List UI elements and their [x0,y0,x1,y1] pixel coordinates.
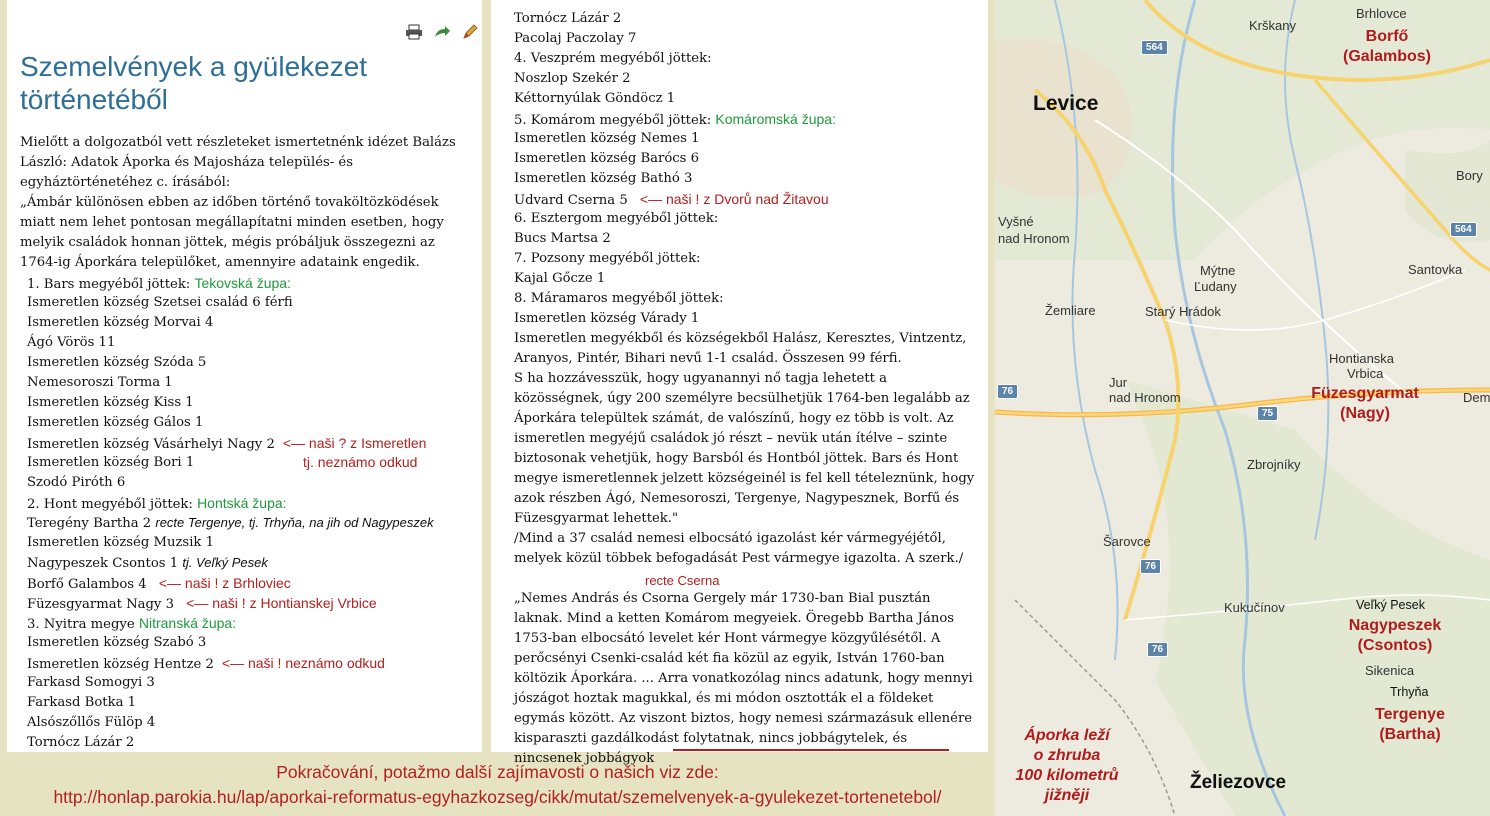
town-jur-nad-hronom: nad Hronom [1109,390,1181,405]
left-list [27,273,434,753]
town-zbrojniky: Zbrojníky [1247,457,1301,472]
list-line [514,149,836,169]
line-text: Ismeretlen község Szetsei család 6 férfi [27,295,293,310]
line-text: Borfő Galambos 4 [27,577,151,592]
road-shield-76-c: 76 [1147,642,1168,657]
line-text: 1. Bars megyéből jöttek: [27,277,195,292]
line-text: Ismeretlen község Szabó 3 [27,635,207,650]
list-line [27,353,434,373]
list-line [27,273,434,293]
list-line [27,493,434,513]
county-slovak-name: Hontská župa: [197,495,287,511]
town-levice: Levice [1033,92,1099,115]
label-borfo-name: Borfő [1365,28,1409,45]
note-neznamo: tj. neznámo odkud [303,454,418,470]
line-text: Kéttornyúlak Göndöcz 1 [514,91,676,106]
line-text: Farkasd Botka 1 [27,695,137,710]
note-aporka-line3: 100 kilometrů [1015,767,1119,784]
red-annotation: <— naši ! z Dvorů nad Žitavou [639,191,829,207]
list-line [27,693,434,713]
line-text: 2. Hont megyéből jöttek: [27,497,198,512]
note-aporka [997,726,1137,806]
list-line [27,713,434,733]
list-line [27,553,434,573]
list-line [27,313,434,333]
label-nagypeszek-name: Nagypeszek [1348,617,1442,634]
county-slovak-name: Komáromská župa: [715,111,836,127]
line-text: Nemesoroszi Torma 1 [27,375,173,390]
label-fuzesgyarmat [1295,384,1435,424]
list-line [27,733,434,753]
red-annotation: <— naši ! z Brhloviec [158,575,291,591]
note-recte-cserna: recte Cserna [645,573,720,588]
list-line [514,229,836,249]
list-line [514,29,836,49]
line-text: Ágó Vörös 11 [27,335,116,350]
right-list [514,9,836,329]
line-text: Noszlop Szekér 2 [514,71,631,86]
list-line [514,109,836,129]
inline-comment: tj. Veľký Pesek [182,555,268,570]
intro-quote: „Ámbár különösen ebben az időben történő tovaköltözködések miatt nem lehet pontosan megállapítatni minden esetben, hogy melyik családok honnan jöttek, mégis próbáljuk összegezni az 1764-ig Áporkára települőket, amennyire adataink engedik. [20,195,444,270]
line-text: Ismeretlen község Barócs 6 [514,151,700,166]
map-panel [995,0,1490,816]
list-line [514,289,836,309]
list-line [27,613,434,633]
town-brhlovce: Brhlovce [1356,6,1407,21]
line-text: Teregény Bartha 2 [27,516,156,531]
town-zeliezovce: Želiezovce [1190,772,1287,793]
footer-link[interactable]: http://honlap.parokia.hu/lap/aporkai-reformatus-egyhazkozseg/cikk/mutat/szemelvenyek-a-gyulekezet-tortenetebol/ [53,787,942,807]
list-line [27,673,434,693]
red-annotation: <— naši ! z Hontianskej Vrbice [186,595,377,611]
town-kukucinov: Kukučínov [1224,600,1285,615]
line-text: 3. Nyitra megye [27,617,139,632]
print-icon[interactable] [405,24,423,40]
footer-line: Pokračování, potažmo další zajímavosti o našich viz zde: [276,762,719,782]
line-text: Ismeretlen község Morvai 4 [27,315,214,330]
note-aporka-line4: jižněji [1044,787,1090,804]
line-text: 8. Máramaros megyéből jöttek: [514,291,724,306]
line-text: 5. Komárom megyéből jöttek: [514,113,716,128]
list-line [27,393,434,413]
line-text: Szodó Piróth 6 [27,475,126,490]
list-line [514,309,836,329]
town-bory: Bory [1456,168,1483,183]
road-shield-75: 75 [1257,406,1278,421]
line-text: Füzesgyarmat Nagy 3 [27,597,179,612]
list-line [27,513,434,533]
line-text: Nagypeszek Csontos 1 [27,556,183,571]
line-text: Bucs Martsa 2 [514,231,611,246]
road-shield-564: 564 [1141,40,1168,55]
town-stary-hradok: Starý Hrádok [1145,304,1221,319]
list-line [514,169,836,189]
line-text: Ismeretlen község Vásárhelyi Nagy 2 [27,437,275,452]
line-text: Ismeretlen község Szóda 5 [27,355,207,370]
list-line [27,293,434,313]
note-aporka-line1: Áporka leží [1024,727,1110,744]
line-text: Ismeretlen község Nemes 1 [514,131,700,146]
forward-icon[interactable] [433,24,451,40]
town-sarovce: Šarovce [1103,534,1151,549]
list-line [514,49,836,69]
list-line [514,89,836,109]
list-line [514,9,836,29]
list-line [514,129,836,149]
town-jur: Jur [1109,375,1128,390]
list-line [514,209,836,229]
list-line [514,269,836,289]
line-text: 4. Veszprém megyéből jöttek: [514,51,712,66]
right-paragraph-4 [514,589,976,769]
right-paragraph-2: S ha hozzávesszük, hogy ugyanannyi nő tagja lehetett a közösségnek, úgy 200 személyre becsülhetjük 1764-ben legalább az Áporkára települtek számát, de valószínű, hogy ez több is volt. Az ismeretlen megyéjű családok jó részt – nevük után ítélve – szinte biztosonak vehetjük, hogy Barsból és Hontból jöttek. Bars és Hont megye ismeretlennek jelzett községeinél is fel kell tételeznünk, hogy azok részben Ágó, Nemesoroszi, Tergenye, Nagypesznek, Borfű és Füzesgyarmat lehettek." [514,371,975,526]
paragraph-4-tail: nincs jobbágytelek, és nincsenek jobbágyok [514,731,908,766]
line-text: Kajal Gőcze 1 [514,271,606,286]
note-aporka-line2: o zhruba [1033,747,1101,764]
list-line [514,249,836,269]
footer-note [0,760,995,810]
line-text: 6. Esztergom megyéből jöttek: [514,211,719,226]
right-paragraph-3: /Mind a 37 család nemesi elbocsátó igazolást kér vármegyéjétől, melyek közül többek befogadását Pest vármegye igazolta. A szerk./ [514,531,964,566]
inline-comment: recte Tergenye, tj. Trhyňa, na jih od Nagypeszek [155,515,434,530]
right-paragraph-1: Ismeretlen megyékből és községekből Halász, Keresztes, Vintzentz, Aranyos, Pintér, Bihari nevű 1-1 család. Összesen 99 férfi. [514,331,967,366]
line-text: Tornócz Lázár 2 [514,11,622,26]
list-line [27,633,434,653]
list-line [27,413,434,433]
intro-text [20,133,475,273]
road-shield-564-b: 564 [1450,222,1477,237]
line-text: Ismeretlen község Muzsik 1 [27,535,214,550]
town-krskany: Krškany [1249,18,1296,33]
list-line [27,593,434,613]
label-borfo [1337,27,1437,67]
red-annotation: <— naši ! neznámo odkud [221,655,385,671]
town-santovka: Santovka [1408,262,1463,277]
label-tergenye-family: (Bartha) [1379,726,1441,743]
red-annotation: <— naši ? z Ismeretlen [282,435,427,451]
town-vysne: Vyšné [998,214,1034,229]
list-line [27,333,434,353]
list-line [514,69,836,89]
town-mytne: Mýtne [1200,263,1236,278]
edit-icon[interactable] [461,24,479,40]
road-shield-76-b: 76 [1140,559,1161,574]
town-velky-pesek: Veľký Pesek [1356,598,1425,612]
label-fuzesgyarmat-family: (Nagy) [1340,405,1390,422]
line-text: Pacolaj Paczolay 7 [514,31,637,46]
town-hontianska: Hontianska [1329,351,1395,366]
intro-sentence: Mielőtt a dolgozatból vett részleteket ismertetnénk idézet Balázs László: Adatok Áporka és Majosháza település- és egyháztörténetéhez c. írásából: [20,135,456,190]
line-text: Ismeretlen község Hentze 2 [27,657,214,672]
list-line [27,473,434,493]
line-text: Ismeretlen község Gálos 1 [27,415,204,430]
town-ludany: Ľudany [1194,279,1237,294]
label-nagypeszek [1335,616,1455,656]
label-borfo-family: (Galambos) [1342,48,1431,65]
county-slovak-name: Nitranská župa: [138,615,237,631]
line-text: Tornócz Lázár 2 [27,735,135,750]
line-text: Farkasd Somogyi 3 [27,675,155,690]
county-slovak-name: Tekovská župa: [194,275,291,291]
line-text: Ismeretlen község Bathó 3 [514,171,693,186]
red-underline [673,749,949,751]
town-vrbica: Vrbica [1347,366,1384,381]
page-title: Szemelvények a gyülekezet történetéből [20,51,368,115]
town-zemliare: Žemliare [1045,303,1096,318]
town-sikenica: Sikenica [1365,663,1415,678]
label-tergenye [1360,705,1460,745]
list-line [27,433,434,453]
label-fuzesgyarmat-name: Füzesgyarmat [1311,385,1419,402]
town-vysne-nad-hronom: nad Hronom [998,231,1070,246]
line-text: 7. Pozsony megyéből jöttek: [514,251,701,266]
line-text: Ismeretlen község Bori 1 [27,455,195,470]
list-line [27,573,434,593]
town-trhyna: Trhyňa [1390,685,1429,699]
label-tergenye-name: Tergenye [1375,706,1445,723]
list-line [27,533,434,553]
road-shield-76: 76 [997,384,1018,399]
label-nagypeszek-family: (Csontos) [1357,637,1433,654]
article-toolbar [405,24,479,40]
list-line [27,653,434,673]
paragraph-4-body: „Nemes András és Csorna Gergely már 1730-ban Bial pusztán laknak. Mind a ketten Komárom megyeiek. Öregebb Bartha János 1753-ban elbocsátó levelet kér Hont vármegye közgyűlésétől. A perőcsényi Csenki-család két fia közül az egyik, István 1760-ban költözik Áporkára. ... Arra vonatkozólag nincs adatunk, hogy mennyi jószágot hoztak magukkal, és mi módon osztották el a földeket egymás között. Az viszont biztos, hogy nemesi származásuk ellenére kisparaszti gazdálkodást folytatnak, [514,591,973,746]
list-line [27,373,434,393]
line-text: Ismeretlen község Várady 1 [514,311,700,326]
list-line [514,189,836,209]
line-text: Ismeretlen község Kiss 1 [27,395,194,410]
town-dem: Dem [1463,390,1490,405]
line-text: Alsószőllős Fülöp 4 [27,715,156,730]
line-text: Udvard Cserna 5 [514,193,632,208]
